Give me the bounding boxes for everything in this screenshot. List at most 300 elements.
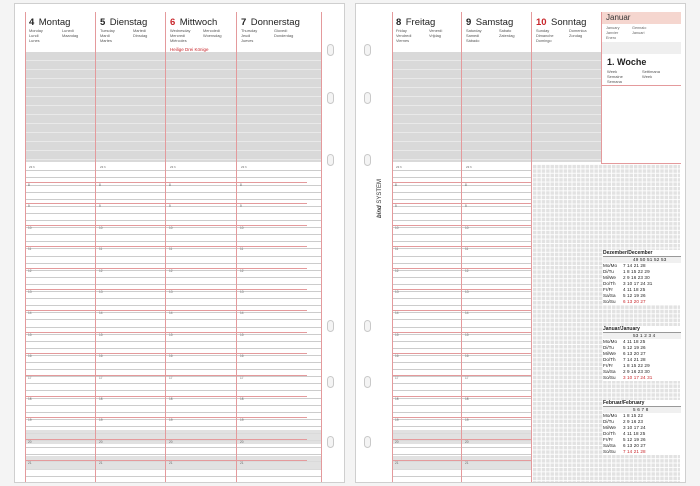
day-number: 10 — [536, 17, 547, 28]
hour-label: 10 — [465, 225, 469, 230]
hour-rule — [392, 332, 462, 333]
hour-label: 23 h — [100, 165, 106, 169]
punch-hole — [327, 44, 334, 56]
hour-label: 13 — [465, 290, 469, 294]
hour-rule — [166, 225, 236, 226]
day-header — [25, 12, 96, 52]
hour-rule — [166, 396, 236, 397]
translation: Wednesday — [170, 28, 191, 33]
translation: Venerdì — [429, 28, 443, 33]
evening-shade — [25, 456, 96, 470]
hour-rule — [25, 375, 95, 376]
translation: Zondag — [569, 33, 583, 38]
weekday-label: Di/Tu — [603, 345, 614, 350]
hour-label: 11 — [169, 247, 173, 252]
hour-label: 10 — [28, 225, 32, 230]
all-day-area[interactable] — [462, 52, 532, 162]
day-name: Donnerstag — [250, 17, 300, 28]
hour-label: 15 — [240, 332, 244, 337]
week-numbers: 53 1 2 3 4 — [603, 333, 681, 339]
weekday-label: Fr/Fr — [603, 437, 613, 442]
hour-rule — [462, 375, 532, 376]
hour-rule — [392, 182, 462, 183]
dates: 2 9 16 23 30 — [623, 369, 650, 374]
hour-label: 18 — [169, 397, 173, 401]
right-page — [355, 3, 686, 483]
calendar-row — [603, 375, 681, 381]
translation: Monday — [29, 28, 43, 33]
brand-logo — [377, 179, 383, 218]
hour-label: 14 — [395, 311, 399, 316]
hour-label: 14 — [169, 311, 173, 316]
hour-label: 23 h — [396, 165, 402, 169]
hour-rule — [166, 246, 236, 247]
punch-hole — [364, 92, 371, 104]
hour-rule — [25, 310, 95, 311]
dates: 3 10 17 24 — [623, 425, 646, 430]
hour-rule — [96, 332, 166, 333]
hour-rule — [96, 289, 166, 290]
day-column-sunday — [532, 12, 602, 164]
hour-label: 9 — [28, 204, 30, 209]
hour-label: 10 — [99, 225, 103, 230]
day-translations-1 — [536, 28, 554, 43]
dates: 5 12 19 26 — [623, 345, 646, 350]
weekday-label: Sa/Sa — [603, 369, 616, 374]
hour-label: 21 — [240, 461, 244, 466]
day-translations-1 — [466, 28, 482, 43]
hour-label: 15 — [169, 332, 173, 337]
hour-label: 14 — [465, 311, 469, 316]
translation: Dinsdag — [133, 33, 148, 38]
hour-rule — [462, 439, 532, 440]
hour-label: 17 — [240, 375, 244, 380]
column-divider — [321, 12, 322, 482]
hour-label: 21 — [99, 461, 103, 466]
translation: Mardi — [100, 33, 110, 38]
hour-label: 13 — [28, 290, 32, 294]
hour-rule — [237, 332, 307, 333]
hour-label: 14 — [240, 311, 244, 316]
translation: Giovedì — [274, 28, 288, 33]
hour-rule — [462, 332, 532, 333]
month-title: Januar — [602, 12, 681, 24]
day-number: 7 — [241, 17, 247, 28]
hour-label: 12 — [28, 268, 32, 273]
hour-label: 20 — [465, 439, 469, 444]
hour-rule — [25, 332, 95, 333]
evening-shade — [96, 456, 166, 470]
dates: 3 10 17 24 31 — [623, 375, 653, 380]
dates: 5 12 19 26 — [623, 437, 646, 442]
evening-shade — [166, 456, 237, 470]
dates: 5 12 19 26 — [623, 293, 646, 298]
dates: 6 13 20 27 — [623, 351, 646, 356]
dates: 1 8 15 22 29 — [623, 363, 650, 368]
weekday-label: So/Su — [603, 299, 616, 304]
translation: Lunes — [29, 38, 40, 43]
hour-label: 20 — [169, 439, 173, 444]
punch-hole — [327, 436, 334, 448]
hour-label: 16 — [28, 354, 32, 359]
evening-shade — [462, 430, 532, 444]
hour-rule — [237, 310, 307, 311]
translation: Lunedì — [62, 28, 74, 33]
dates: 2 9 16 23 30 — [623, 275, 650, 280]
week-translations-1 — [607, 69, 623, 84]
day-name: Samstag — [475, 17, 514, 28]
day-translations-1 — [29, 28, 43, 43]
punch-hole — [364, 320, 371, 332]
weekday-label: Di/Tu — [603, 269, 614, 274]
hour-label: 19 — [28, 418, 32, 423]
translation: Sabato — [499, 28, 512, 33]
hour-rule — [166, 375, 236, 376]
all-day-area[interactable] — [532, 52, 602, 162]
hour-label: 23 h — [241, 165, 247, 169]
evening-shade — [392, 456, 462, 470]
hour-rule — [237, 182, 307, 183]
hour-label: 16 — [240, 354, 244, 359]
hour-label: 16 — [395, 354, 399, 359]
hour-label: 19 — [99, 418, 103, 423]
hour-label: 12 — [465, 268, 469, 273]
day-translations-2 — [133, 28, 147, 38]
hour-label: 16 — [99, 354, 103, 359]
hour-label: 9 — [465, 204, 467, 209]
translation: Miércoles — [170, 38, 187, 43]
weekday-label: Mo/Mo — [603, 339, 618, 344]
hour-rule — [462, 289, 532, 290]
hour-rule — [237, 225, 307, 226]
hour-rule — [462, 225, 532, 226]
dates: 7 14 21 28 — [623, 449, 646, 454]
hour-label: 17 — [99, 375, 103, 380]
dates: 6 13 20 27 — [623, 299, 646, 304]
hour-rule — [392, 460, 462, 461]
hour-label: 8 — [240, 183, 242, 187]
logo-brand: bind — [377, 205, 383, 218]
hour-rule — [166, 439, 236, 440]
day-translations-2 — [569, 28, 587, 38]
weekday-label: Do/Th — [603, 281, 616, 286]
translation: Maandag — [62, 33, 79, 38]
punch-hole — [327, 320, 334, 332]
hour-label: 16 — [465, 354, 469, 359]
day-header — [237, 12, 322, 52]
hour-label: 19 — [169, 418, 173, 423]
day-header — [532, 12, 602, 52]
dates: 6 13 20 27 — [623, 443, 646, 448]
evening-shade — [166, 430, 237, 444]
hour-rule — [237, 396, 307, 397]
hour-label: 14 — [99, 311, 103, 316]
hour-rule — [462, 417, 532, 418]
day-number: 6 — [170, 17, 176, 28]
week-numbers: 5 6 7 8 — [603, 407, 681, 413]
hour-label: 23 h — [29, 165, 35, 169]
hour-label: 13 — [395, 290, 399, 294]
hour-label: 18 — [395, 397, 399, 401]
dates: 4 11 18 25 — [623, 431, 646, 436]
translation: Domenica — [569, 28, 587, 33]
hour-label: 12 — [395, 268, 399, 273]
day-number: 4 — [29, 17, 35, 28]
hour-rule — [392, 289, 462, 290]
weekday-label: Fr/Fr — [603, 287, 613, 292]
hour-rule — [25, 268, 95, 269]
translation: Saturday — [466, 28, 482, 33]
hour-label: 23 h — [466, 165, 472, 169]
translation: Viernes — [396, 38, 410, 43]
translation: Week — [607, 69, 618, 74]
hour-label: 9 — [99, 204, 101, 209]
hour-label: 13 — [99, 290, 103, 294]
translation: Gennaio — [632, 26, 647, 30]
day-translations-2 — [203, 28, 222, 38]
weekday-label: Mi/We — [603, 351, 616, 356]
translation: Enero — [606, 35, 617, 40]
divider — [602, 85, 681, 86]
translation: Friday — [396, 28, 407, 33]
hour-label: 9 — [395, 204, 397, 209]
hour-label: 19 — [395, 418, 399, 423]
hour-label: 13 — [240, 290, 244, 294]
hour-rule — [462, 310, 532, 311]
week-title: 1. Woche — [607, 57, 647, 67]
translation: Dimanche — [536, 33, 554, 38]
hour-rule — [96, 439, 166, 440]
hour-rule — [25, 246, 95, 247]
evening-shade — [462, 456, 532, 470]
hour-rule — [237, 417, 307, 418]
day-translations-2 — [429, 28, 442, 38]
dates: 3 10 17 24 31 — [623, 281, 653, 286]
translation: Tuesday — [100, 28, 115, 33]
hour-label: 11 — [240, 247, 244, 252]
left-page — [14, 3, 345, 483]
hour-rule — [237, 439, 307, 440]
translation: Donderdag — [274, 33, 294, 38]
day-number: 5 — [100, 17, 106, 28]
hour-rule — [392, 246, 462, 247]
hour-label: 8 — [99, 183, 101, 187]
dates: 7 14 21 28 — [623, 357, 646, 362]
day-translations-1 — [241, 28, 257, 43]
weekday-label: Sa/Sa — [603, 293, 616, 298]
punch-hole — [364, 436, 371, 448]
weekday-label: Do/Th — [603, 357, 616, 362]
translation: Woensdag — [203, 33, 222, 38]
day-translations-1 — [100, 28, 115, 43]
hour-rule — [166, 460, 236, 461]
mini-calendar-january — [603, 326, 681, 381]
all-day-area[interactable] — [392, 52, 462, 162]
hour-label: 11 — [99, 247, 103, 252]
hour-rule — [392, 375, 462, 376]
day-header — [166, 12, 237, 52]
weekday-label: Di/Tu — [603, 419, 614, 424]
hour-label: 21 — [395, 461, 399, 466]
hour-label: 18 — [465, 397, 469, 401]
day-name: Mittwoch — [179, 17, 218, 28]
hour-rule — [166, 332, 236, 333]
day-translations-2 — [499, 28, 515, 38]
hour-label: 11 — [28, 247, 32, 252]
hour-rule — [462, 460, 532, 461]
day-translations-1 — [170, 28, 190, 43]
hour-rule — [25, 396, 95, 397]
hour-rule — [166, 417, 236, 418]
hour-rule — [96, 353, 166, 354]
hour-label: 21 — [28, 461, 32, 466]
hour-rule — [166, 289, 236, 290]
mini-calendar-title: Dezember/December — [603, 250, 681, 257]
day-header — [462, 12, 532, 52]
hour-label: 9 — [240, 204, 242, 209]
translation: Lundi — [29, 33, 39, 38]
hour-label: 10 — [240, 225, 244, 230]
mini-calendar-december — [603, 250, 681, 305]
evening-shade — [96, 430, 166, 444]
hour-rule — [25, 289, 95, 290]
weekday-label: Sa/Sa — [603, 443, 616, 448]
month-translations-2 — [632, 26, 646, 36]
evening-shade — [237, 430, 322, 444]
hour-label: 17 — [28, 375, 32, 380]
hour-rule — [237, 289, 307, 290]
hour-rule — [237, 246, 307, 247]
translation: Zaterdag — [499, 33, 515, 38]
all-day-area[interactable] — [166, 52, 237, 162]
all-day-area[interactable] — [237, 52, 322, 162]
hour-rule — [96, 203, 166, 204]
translation: Jueves — [241, 38, 254, 43]
weekday-label: Mi/We — [603, 425, 616, 430]
translation: Samedi — [466, 33, 480, 38]
logo-suffix: SYSTEM — [377, 178, 383, 204]
calendar-row — [603, 299, 681, 305]
hour-label: 12 — [169, 268, 173, 273]
hour-rule — [237, 353, 307, 354]
week-translations-2 — [642, 69, 660, 79]
hour-rule — [25, 460, 95, 461]
hour-rule — [166, 182, 236, 183]
dates: 1 8 15 22 29 — [623, 269, 650, 274]
dates: 2 9 16 23 — [623, 419, 644, 424]
all-day-area[interactable] — [96, 52, 166, 162]
hour-label: 14 — [28, 311, 32, 316]
hour-label: 15 — [99, 332, 103, 337]
hour-label: 19 — [240, 418, 244, 423]
hour-rule — [96, 460, 166, 461]
month-note-area[interactable] — [602, 42, 681, 54]
hour-rule — [25, 182, 95, 183]
punch-hole — [327, 92, 334, 104]
translation: Vrijdag — [429, 33, 441, 38]
hour-label: 8 — [465, 183, 467, 187]
hour-label: 16 — [169, 354, 173, 359]
hour-label: 20 — [240, 439, 244, 444]
week-numbers: 49 50 51 52 53 — [603, 257, 681, 263]
hour-label: 10 — [169, 225, 173, 230]
translation: Mercredi — [170, 33, 186, 38]
hour-rule — [96, 268, 166, 269]
weekday-label: Mi/We — [603, 275, 616, 280]
evening-shade — [25, 430, 96, 444]
mini-calendar-title: Februar/February — [603, 400, 681, 407]
mini-calendar-february — [603, 400, 681, 455]
hour-rule — [96, 396, 166, 397]
hour-label: 20 — [395, 439, 399, 444]
day-name: Sonntag — [551, 17, 587, 28]
translation: Settimana — [642, 69, 661, 74]
translation: Sunday — [536, 28, 550, 33]
hour-label: 8 — [28, 183, 30, 187]
dates: 4 11 18 25 — [623, 287, 646, 292]
hour-rule — [96, 417, 166, 418]
day-number: 9 — [466, 17, 472, 28]
weekday-label: Mo/Mo — [603, 413, 618, 418]
hour-rule — [462, 396, 532, 397]
day-translations-1 — [396, 28, 411, 43]
hour-rule — [237, 460, 307, 461]
dates: 4 11 18 25 — [623, 339, 646, 344]
hour-label: 18 — [28, 397, 32, 401]
calendar-row — [603, 449, 681, 455]
hour-label: 17 — [169, 375, 173, 380]
hour-label: 20 — [99, 439, 103, 444]
translation: Martedì — [133, 28, 147, 33]
all-day-area[interactable] — [25, 52, 96, 162]
hour-rule — [462, 182, 532, 183]
hour-label: 13 — [169, 290, 173, 294]
hour-rule — [25, 225, 95, 226]
hour-rule — [392, 203, 462, 204]
hour-label: 12 — [99, 268, 103, 273]
hour-rule — [96, 182, 166, 183]
evening-shade — [392, 430, 462, 444]
hour-label: 15 — [28, 332, 32, 337]
day-number: 8 — [396, 17, 402, 28]
translation: Thursday — [241, 28, 258, 33]
punch-hole — [327, 154, 334, 166]
weekday-label: Do/Th — [603, 431, 616, 436]
hour-label: 23 h — [170, 165, 176, 169]
holiday-label: Heilige Drei Könige — [170, 47, 209, 52]
hour-rule — [96, 375, 166, 376]
day-header — [96, 12, 166, 52]
translation: Semana — [607, 79, 622, 84]
hour-label: 19 — [465, 418, 469, 423]
hour-label: 15 — [465, 332, 469, 337]
month-translations-1 — [606, 26, 620, 40]
hour-rule — [392, 417, 462, 418]
hour-rule — [166, 310, 236, 311]
weekday-label: Mo/Mo — [603, 263, 618, 268]
hour-rule — [166, 203, 236, 204]
translation: Sábado — [466, 38, 480, 43]
hour-rule — [462, 353, 532, 354]
weekday-label: So/Su — [603, 375, 616, 380]
translation: Week — [642, 74, 653, 79]
weekday-label: So/Su — [603, 449, 616, 454]
month-panel — [602, 12, 681, 164]
translation: January — [606, 26, 620, 30]
translation: Mercoledì — [203, 28, 221, 33]
punch-hole — [327, 376, 334, 388]
hour-rule — [25, 353, 95, 354]
